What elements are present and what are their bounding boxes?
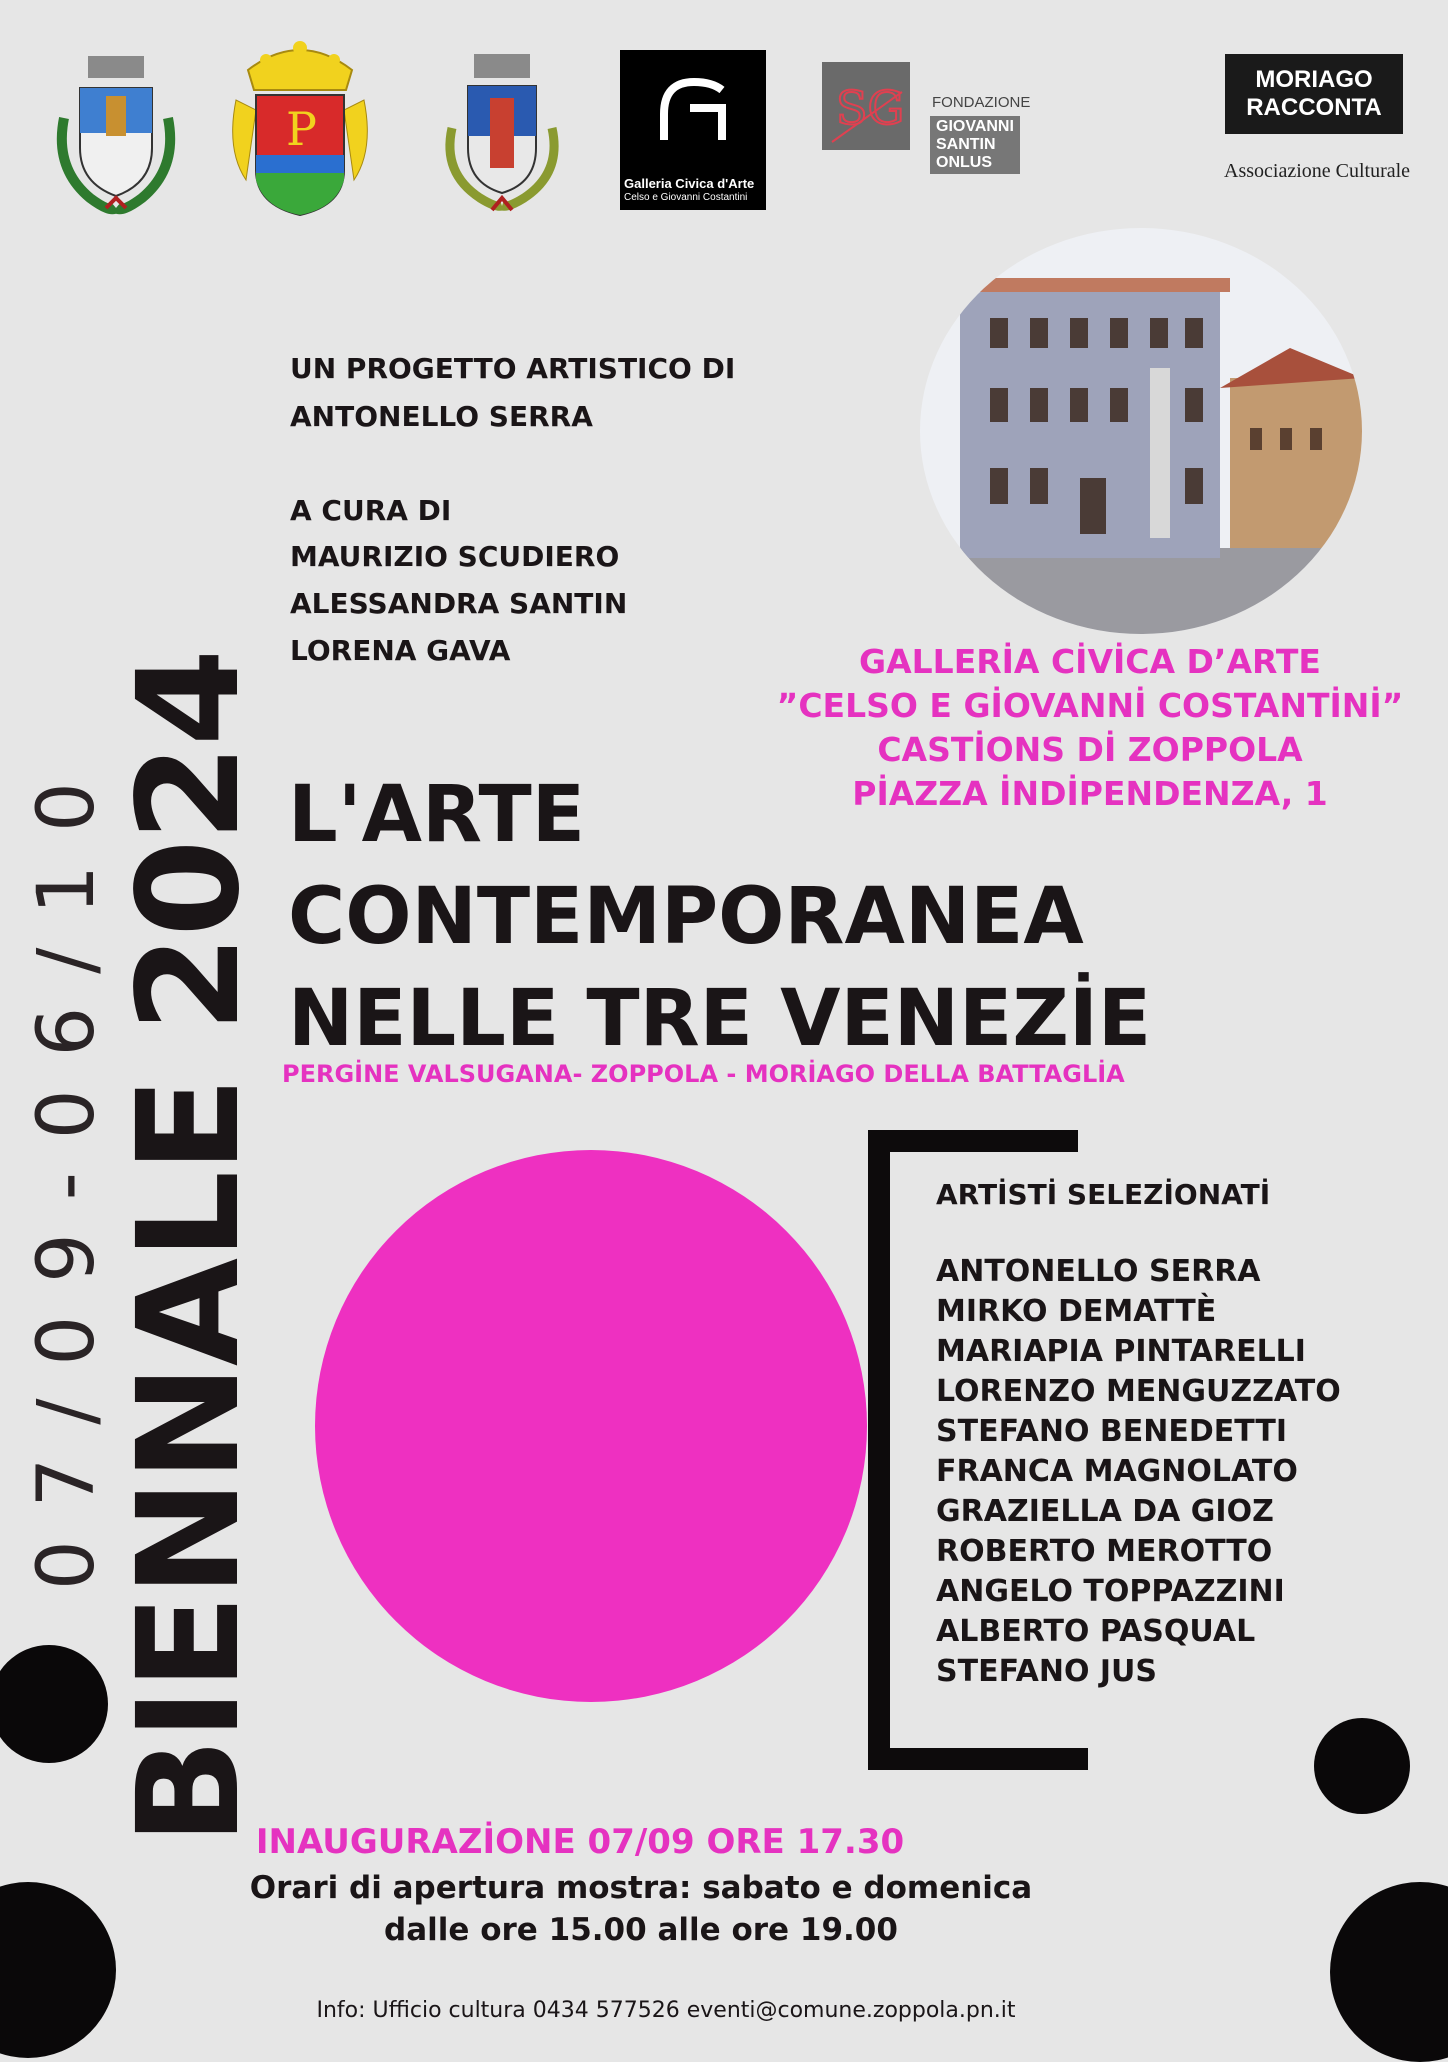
venue-line3: CASTİONS Dİ ZOPPOLA bbox=[877, 730, 1303, 769]
moriago-logo-line1: MORIAGO bbox=[1255, 66, 1373, 93]
venue-address: PİAZZA İNDİPENDENZA, 1 bbox=[852, 774, 1328, 813]
venue-line1: GALLERİA CİVİCA D’ARTE bbox=[859, 642, 1321, 681]
opening-hours-line2: dalle ore 15.00 alle ore 19.00 bbox=[384, 1912, 898, 1948]
artist-name: FRANCA MAGNOLATO bbox=[936, 1454, 1298, 1489]
black-dot-bottom-right bbox=[1330, 1882, 1448, 2062]
moriago-logo-line2: RACCONTA bbox=[1246, 94, 1382, 121]
venue-line2: ”CELSO E GİOVANNİ COSTANTİNİ” bbox=[776, 686, 1404, 725]
curator-name: MAURIZIO SCUDIERO bbox=[290, 540, 620, 573]
curator-name: ALESSANDRA SANTIN bbox=[290, 587, 628, 620]
project-artist: ANTONELLO SERRA bbox=[290, 400, 593, 433]
bracket-top bbox=[868, 1130, 1078, 1152]
black-dot-right bbox=[1314, 1718, 1410, 1814]
coat-of-arms-1-icon bbox=[50, 48, 182, 218]
fondazione-name: GIOVANNI SANTIN ONLUS bbox=[930, 116, 1020, 174]
coat-of-arms-3-icon bbox=[436, 48, 568, 218]
black-dot-left bbox=[0, 1645, 108, 1763]
bracket-bottom bbox=[868, 1748, 1088, 1770]
artist-name: STEFANO BENEDETTI bbox=[936, 1414, 1288, 1449]
artist-name: GRAZIELLA DA GIOZ bbox=[936, 1494, 1274, 1529]
artist-name: ANGELO TOPPAZZINI bbox=[936, 1574, 1285, 1609]
black-dot-bottom-left bbox=[0, 1882, 116, 2058]
curator-name: LORENA GAVA bbox=[290, 634, 511, 667]
fondazione-label: FONDAZIONE bbox=[932, 94, 1031, 111]
galleria-logo-line2: Celso e Giovanni Costantini bbox=[624, 192, 748, 203]
curators-heading: A CURA DI bbox=[290, 494, 452, 527]
artist-name: ANTONELLO SERRA bbox=[936, 1254, 1261, 1289]
artist-name: ALBERTO PASQUAL bbox=[936, 1614, 1256, 1649]
galleria-g-icon bbox=[660, 78, 726, 144]
biennale-title: BIENNALE 2024 bbox=[108, 650, 271, 1845]
contact-info: Info: Ufficio cultura 0434 577526 eventi@comune.zoppola.pn.it bbox=[316, 1998, 1016, 2023]
project-line1: UN PROGETTO ARTISTICO DI bbox=[290, 352, 736, 385]
svg-text:P: P bbox=[286, 102, 317, 156]
coat-of-arms-2-icon bbox=[226, 40, 374, 220]
fondazione-monogram-icon bbox=[822, 62, 910, 150]
moriago-racconta-logo bbox=[1225, 54, 1403, 134]
title-line3: NELLE TRE VENEZİE bbox=[288, 974, 1152, 1064]
galleria-civica-logo bbox=[620, 50, 766, 210]
galleria-logo-line1: Galleria Civica d'Arte bbox=[624, 176, 755, 191]
opening-hours-line1: Orari di apertura mostra: sabato e domenica bbox=[249, 1870, 1033, 1906]
artist-name: ROBERTO MEROTTO bbox=[936, 1534, 1273, 1569]
exhibition-dates: 07/09-06/10 bbox=[22, 749, 112, 1590]
bracket-vertical bbox=[868, 1130, 890, 1770]
inauguration: INAUGURAZİONE 07/09 ORE 17.30 bbox=[255, 1822, 905, 1862]
title-line2: CONTEMPORANEA bbox=[288, 872, 1084, 962]
artist-name: STEFANO JUS bbox=[936, 1654, 1158, 1689]
locations-subtitle: PERGİNE VALSUGANA- ZOPPOLA - MORİAGO DELLA BATTAGLİA bbox=[282, 1060, 1125, 1088]
pink-circle bbox=[315, 1150, 867, 1702]
artist-name: MIRKO DEMATTÈ bbox=[936, 1294, 1217, 1329]
artists-heading: ARTİSTİ SELEZİONATİ bbox=[936, 1178, 1271, 1211]
fondazione-monogram-text: SG bbox=[836, 81, 905, 135]
artist-name: LORENZO MENGUZZATO bbox=[936, 1374, 1341, 1409]
artist-name: MARIAPIA PINTARELLI bbox=[936, 1334, 1306, 1369]
moriago-subtitle: Associazione Culturale bbox=[1224, 160, 1411, 182]
gallery-building-photo bbox=[920, 228, 1362, 634]
title-line1: L'ARTE bbox=[288, 770, 585, 860]
